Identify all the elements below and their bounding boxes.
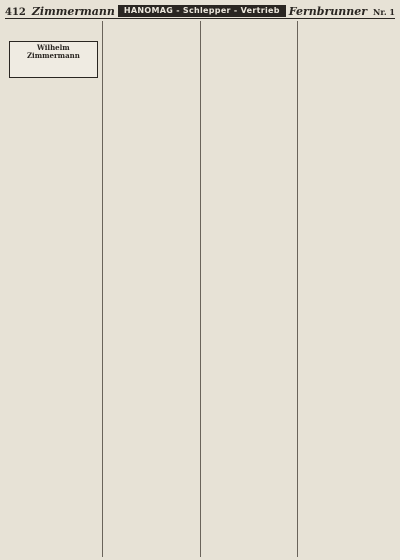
directory-column-1 xyxy=(5,21,103,557)
directory-entry xyxy=(8,33,99,38)
left-running-head: Zimmermann xyxy=(31,4,115,18)
directory-entry xyxy=(301,21,392,26)
directory-entry xyxy=(8,87,99,92)
directory-entry xyxy=(8,21,99,26)
directory-column-2 xyxy=(103,21,201,557)
directory-entry xyxy=(204,33,295,38)
page-header xyxy=(5,4,395,19)
page-number: 412 xyxy=(5,6,26,18)
header-right xyxy=(289,5,395,18)
header-banner: HANOMAG - Schlepper - Vertrieb xyxy=(118,5,286,17)
directory-entry xyxy=(8,81,99,86)
directory-entry xyxy=(106,27,197,32)
advert-line xyxy=(12,70,95,75)
header-left xyxy=(5,5,115,18)
directory-entry xyxy=(204,21,295,26)
directory-entry xyxy=(106,33,197,38)
directory-entry xyxy=(8,93,99,98)
directory-column-4 xyxy=(298,21,395,557)
directory-column-3 xyxy=(201,21,299,557)
column-index: Nr. 1 xyxy=(373,6,395,17)
directory-entry xyxy=(301,27,392,32)
advert-name: Wilhelm Zimmermann xyxy=(26,43,80,61)
directory-entry xyxy=(301,33,392,38)
directory-entry xyxy=(8,27,99,32)
directory-entry xyxy=(204,27,295,32)
directory-columns xyxy=(5,21,395,557)
advert-box xyxy=(9,41,98,78)
right-running-head: Fernbrunner xyxy=(288,4,368,18)
directory-entry xyxy=(106,21,197,26)
